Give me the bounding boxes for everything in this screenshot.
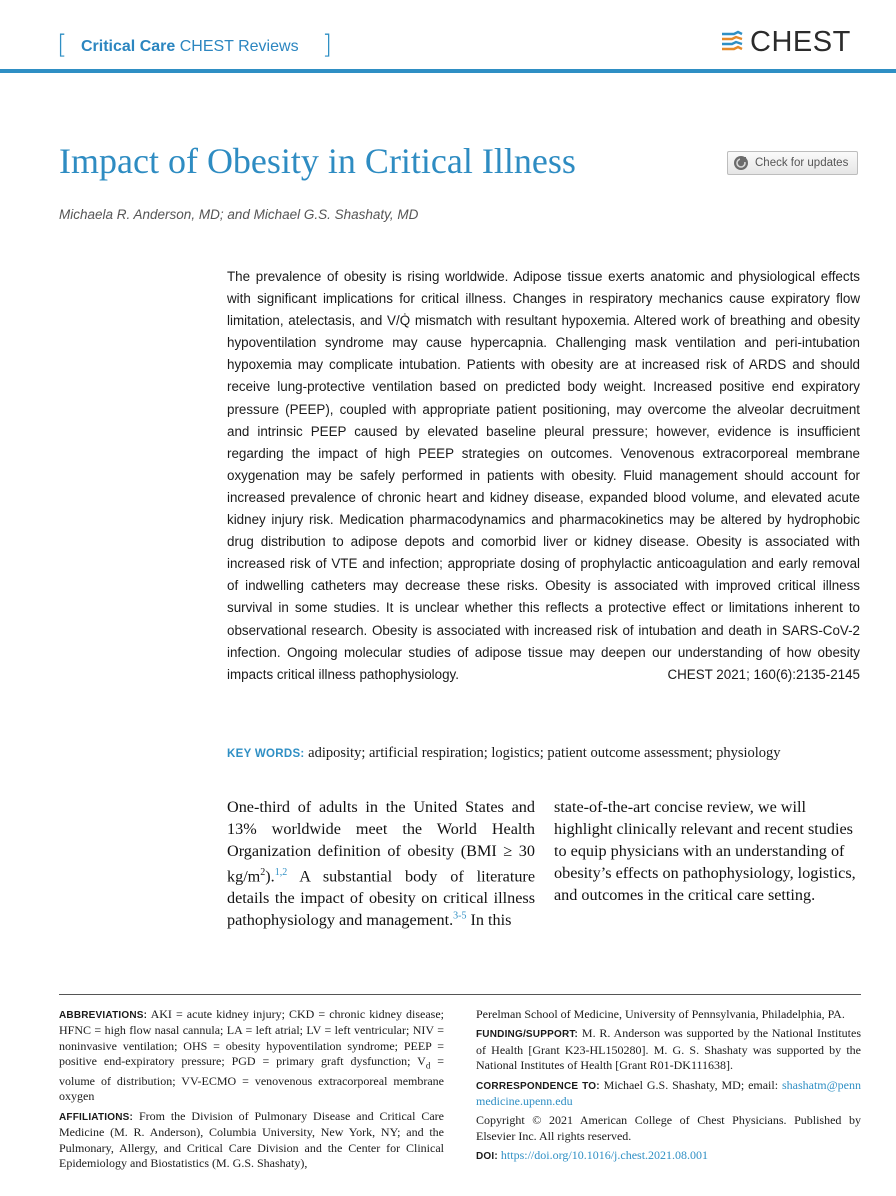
abbreviations-label: ABBREVIATIONS:: [59, 1010, 148, 1021]
reference-link[interactable]: 1,2: [274, 867, 288, 878]
funding-label: FUNDING/SUPPORT:: [476, 1029, 579, 1041]
keywords-text: adiposity; artificial respiration; logistics; patient outcome assessment; physiology: [308, 745, 781, 761]
body-text: One-third of adults in the United States and 13% worldwide meet the World Health Organization definition of obesity (BMI ≥ 30 kg/m: [227, 798, 535, 886]
correspondence: [476, 1078, 861, 1110]
abbreviations: [59, 1007, 444, 1105]
keywords-label: KEY WORDS:: [227, 748, 305, 760]
body-text: ).: [265, 867, 275, 886]
check-for-updates-label: Check for updates: [755, 157, 849, 169]
keywords: [227, 745, 867, 762]
footnote-divider: [59, 994, 861, 995]
journal-header: [0, 0, 896, 74]
email-link[interactable]: shashatm@pennmedicine.upenn.edu: [476, 1077, 861, 1109]
affiliations-text: From the Division of Pulmonary Disease and Critical Care Medicine (M. R. Anderson), Columbia University, New York, NY; and the Pulmonary, Allergy, and Critical Care Division and the Center for Clinical Epidemiology and Biostatistics (M. G.S. Shashaty),: [59, 1108, 444, 1171]
section-label-rest: CHEST Reviews: [179, 38, 299, 55]
affiliations-label: AFFILIATIONS:: [59, 1111, 134, 1123]
footnotes-left: [59, 1007, 444, 1175]
body-text: A substantial body of literature details the impact of obesity on critical illness pathophysiology and management.: [227, 867, 535, 930]
article-title: Impact of Obesity in Critical Illness: [59, 141, 576, 181]
funding: [476, 1026, 861, 1073]
abbreviations-text: AKI = acute kidney injury; CKD = chronic kidney disease; HFNC = high flow nasal cannula; LA = left atrial; LV = left ventricular; NIV = noninvasive ventilation; OHS = obesity hypoventilation syndrome; PEEP = positive end-expiratory pressure; PGD = primary graft dysfunction; V: [59, 1007, 444, 1069]
correspondence-label: CORRESPONDENCE TO:: [476, 1080, 600, 1092]
affiliations: [59, 1109, 444, 1172]
body-text: In this: [466, 911, 512, 930]
body-column-right: state-of-the-art concise review, we will highlight clinically relevant and recent studies to equip physicians with an understanding of obesity’s effects on pathophysiology, logistics, and outcomes in the critical care setting.: [554, 798, 856, 904]
header-bracket-left: [: [57, 30, 68, 60]
chest-logo[interactable]: [720, 26, 860, 58]
doi: [476, 1148, 861, 1164]
header-bracket-right: ]: [322, 30, 333, 60]
section-label-bold: Critical Care: [81, 38, 176, 55]
subscript: d: [425, 1060, 431, 1071]
abstract: [227, 266, 860, 686]
author-list: Michaela R. Anderson, MD; and Michael G.S. Shashaty, MD: [59, 207, 419, 222]
doi-label: DOI:: [476, 1151, 498, 1163]
copyright: Copyright © 2021 American College of Chest Physicians. Published by Elsevier Inc. All rights reserved.: [476, 1113, 861, 1143]
footnotes-right: [476, 1007, 861, 1169]
chest-logo-text: CHEST: [750, 25, 851, 58]
chest-logo-icon: [720, 30, 746, 54]
funding-text: M. R. Anderson was supported by the National Institutes of Health [Grant K23-HL150280]. M. G. S. Shashaty was supported by the National Institutes of Health [Grant R01-DK111638].: [476, 1026, 861, 1073]
journal-citation: CHEST 2021; 160(6):2135-2145: [667, 666, 860, 682]
update-icon: [733, 155, 749, 171]
abstract-text: The prevalence of obesity is rising worldwide. Adipose tissue exerts anatomic and physiological effects with significant implications for critical illness. Changes in respiratory mechanics cause expiratory flow limitation, atelectasis, and V/Q̇ mismatch with resultant hypoxemia. Altered work of breathing and obesity hypoventilation syndrome may cause hypercapnia. Challenging mask ventilation and peri-intubation hypoxemia may complicate intubation. Patients with obesity are at increased risk of ARDS and should receive lung-protective ventilation based on predicted body weight. Increased positive end expiratory pressure (PEEP), coupled with appropriate patient positioning, may overcome the alveolar decruitment and intrinsic PEEP caused by elevated baseline pleural pressure; however, evidence is insufficient regarding the impact of high PEEP strategies on outcomes. Venovenous extracorporeal membrane oxygenation may be safely performed in patients with obesity. Fluid management should account for increased prevalence of chronic heart and kidney disease, expanded blood volume, and elevated acute kidney injury risk. Medication pharmacodynamics and pharmacokinetics may be altered by hydrophobic drug distribution to adipose depots and comorbid liver or kidney disease. Obesity is associated with increased risk of VTE and infection; appropriate dosing of prophylactic anticoagulation and early removal of indwelling catheters may decrease these risks. Obesity is associated with improved critical illness survival in some studies. It is unclear whether this reflects a protective effect or limitations inherent to observational research. Obesity is associated with increased risk of intubation and death in SARS-CoV-2 infection. Ongoing molecular studies of adipose tissue may deepen our understanding of how obesity impacts critical illness pathophysiology.: [227, 269, 860, 682]
correspondence-text: Michael G.S. Shashaty, MD; email:: [599, 1077, 782, 1092]
abbreviations-text: = volume of distribution; VV-ECMO = venovenous extracorporeal membrane oxygen: [59, 1054, 444, 1104]
header-divider: [0, 69, 896, 73]
affiliations-continued: Perelman School of Medicine, University of Pennsylvania, Philadelphia, PA.: [476, 1007, 845, 1021]
body-column-left: [227, 796, 535, 931]
doi-link[interactable]: https://doi.org/10.1016/j.chest.2021.08.001: [500, 1148, 709, 1163]
section-label[interactable]: [81, 38, 299, 56]
check-for-updates-button[interactable]: [727, 151, 858, 175]
reference-link[interactable]: 3-5: [453, 911, 467, 922]
superscript: 2: [260, 867, 266, 878]
